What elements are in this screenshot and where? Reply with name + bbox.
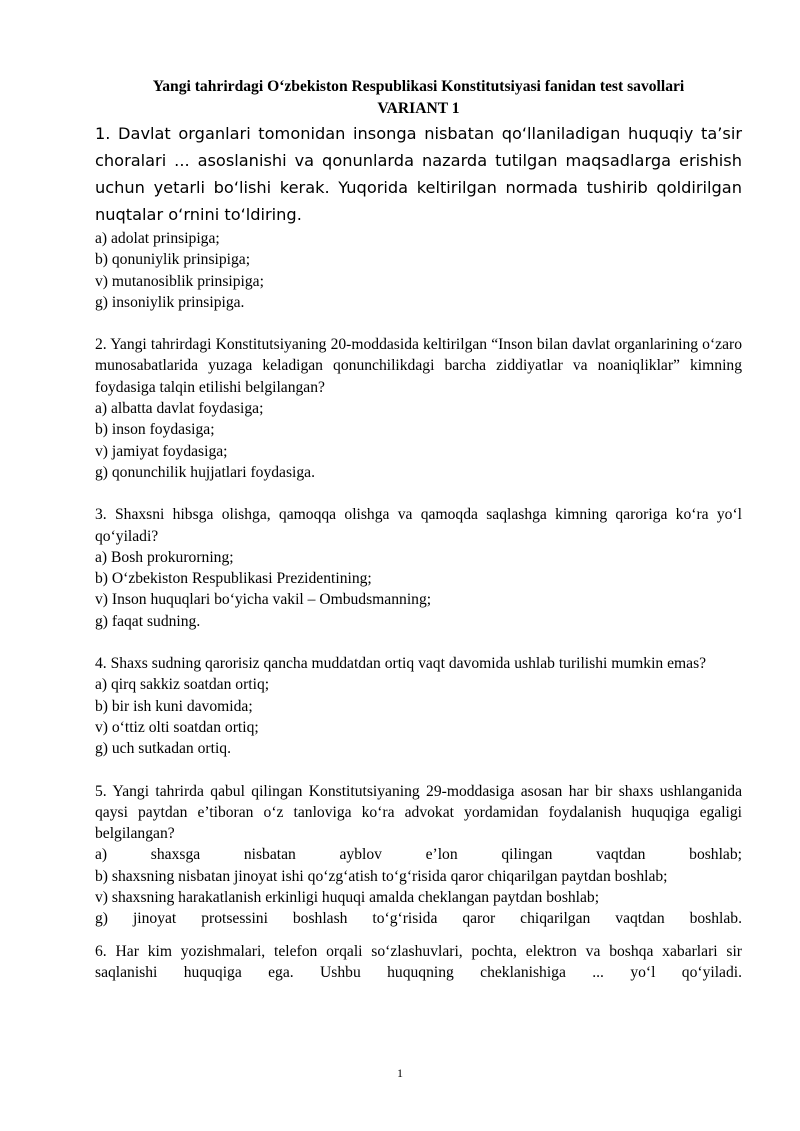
question-text: 2. Yangi tahrirdagi Konstitutsiyaning 20-moddasida keltirilgan “Inson bilan davlat organlarining o‘zaro munosabatlarida yuzaga keladigan qonunchilikdagi barcha ziddiyatlar va noaniqliklar” kimning foydasiga talqin etilishi belgilangan? (95, 336, 742, 396)
option-v: v) mutanosiblik prinsipiga; (95, 272, 264, 290)
option-a: a) adolat prinsipiga; (95, 230, 220, 247)
option-v: v) jamiyat foydasiga; (95, 442, 228, 460)
option-b: b) shaxsning nisbatan jinoyat ishi qo‘zg‘atish to‘g‘risida qaror chiqarilgan paytdan boshlab; (95, 867, 668, 885)
question-text: 6. Har kim yozishmalari, telefon orqali so‘zlashuvlari, pochta, elektron va boshqa xabarlari sir saqlanishi huquqiga ega. Ushbu huquqning cheklanishiga ... yo‘l qo‘yiladi. (95, 942, 742, 981)
question-5 (95, 781, 742, 930)
option-g: g) uch sutkadan ortiq. (95, 740, 231, 758)
option-a: a) albatta davlat foydasiga; (95, 400, 264, 418)
option-v: v) o‘ttiz olti soatdan ortiq; (95, 718, 259, 736)
document-body (95, 76, 742, 983)
option-b: b) inson foydasiga; (95, 421, 215, 439)
question-text: 1. Davlat organlari tomonidan insonga nisbatan qo‘llaniladigan huquqiy ta’sir choralari ... asoslanishi va qonunlarda nazarda tutilgan maqsadlarga erishish uchun yetarli bo‘lishi kerak. Yuqorida keltirilgan normada tushirib qoldirilgan nuqtalar o‘rnini to‘ldiring. (95, 124, 742, 224)
question-2 (95, 334, 742, 483)
document-title: Yangi tahrirdagi O‘zbekiston Respublikasi Konstitutsiyasi fanidan test savollari (152, 78, 685, 95)
option-g: g) insoniylik prinsipiga. (95, 293, 245, 311)
option-g: g) faqat sudning. (95, 612, 201, 630)
option-a: a) qirq sakkiz soatdan ortiq; (95, 676, 270, 694)
option-g: g) jinoyat protsessini boshlash to‘g‘risida qaror chiqarilgan vaqtdan boshlab. (95, 910, 742, 928)
option-b: b) bir ish kuni davomida; (95, 697, 253, 715)
question-text: 3. Shaxsni hibsga olishga, qamoqqa olishga va qamoqda saqlashga kimning qaroriga ko‘ra yo‘l qo‘yiladi? (95, 506, 742, 545)
page-number: 1 (397, 1066, 403, 1080)
question-4 (95, 653, 742, 759)
option-a: a) Bosh prokurorning; (95, 548, 234, 566)
option-g: g) qonunchilik hujjatlari foydasiga. (95, 463, 315, 481)
option-b: b) O‘zbekiston Respublikasi Prezidentining; (95, 570, 372, 588)
question-text: 4. Shaxs sudning qarorisiz qancha muddatdan ortiq vaqt davomida ushlab turilishi mumkin emas? (95, 655, 707, 673)
variant-heading: VARIANT 1 (377, 100, 460, 117)
question-3 (95, 504, 742, 632)
option-v: v) shaxsning harakatlanish erkinligi huquqi amalda cheklangan paytdan boshlab; (95, 889, 600, 907)
option-v: v) Inson huquqlari bo‘yicha vakil – Ombudsmanning; (95, 591, 432, 609)
question-text: 5. Yangi tahrirda qabul qilingan Konstitutsiyaning 29-moddasiga asosan har bir shaxs ushlanganida qaysi paytdan e’tiboran o‘z tanloviga ko‘ra advokat yordamidan foydalanish huquqiga egaligi belgilangan? (95, 782, 742, 843)
option-a: a) shaxsga nisbatan ayblov e’lon qilingan vaqtdan boshlab; (95, 846, 742, 864)
question-6 (95, 941, 742, 984)
option-b: b) qonuniylik prinsipiga; (95, 251, 251, 269)
question-1 (95, 120, 742, 313)
